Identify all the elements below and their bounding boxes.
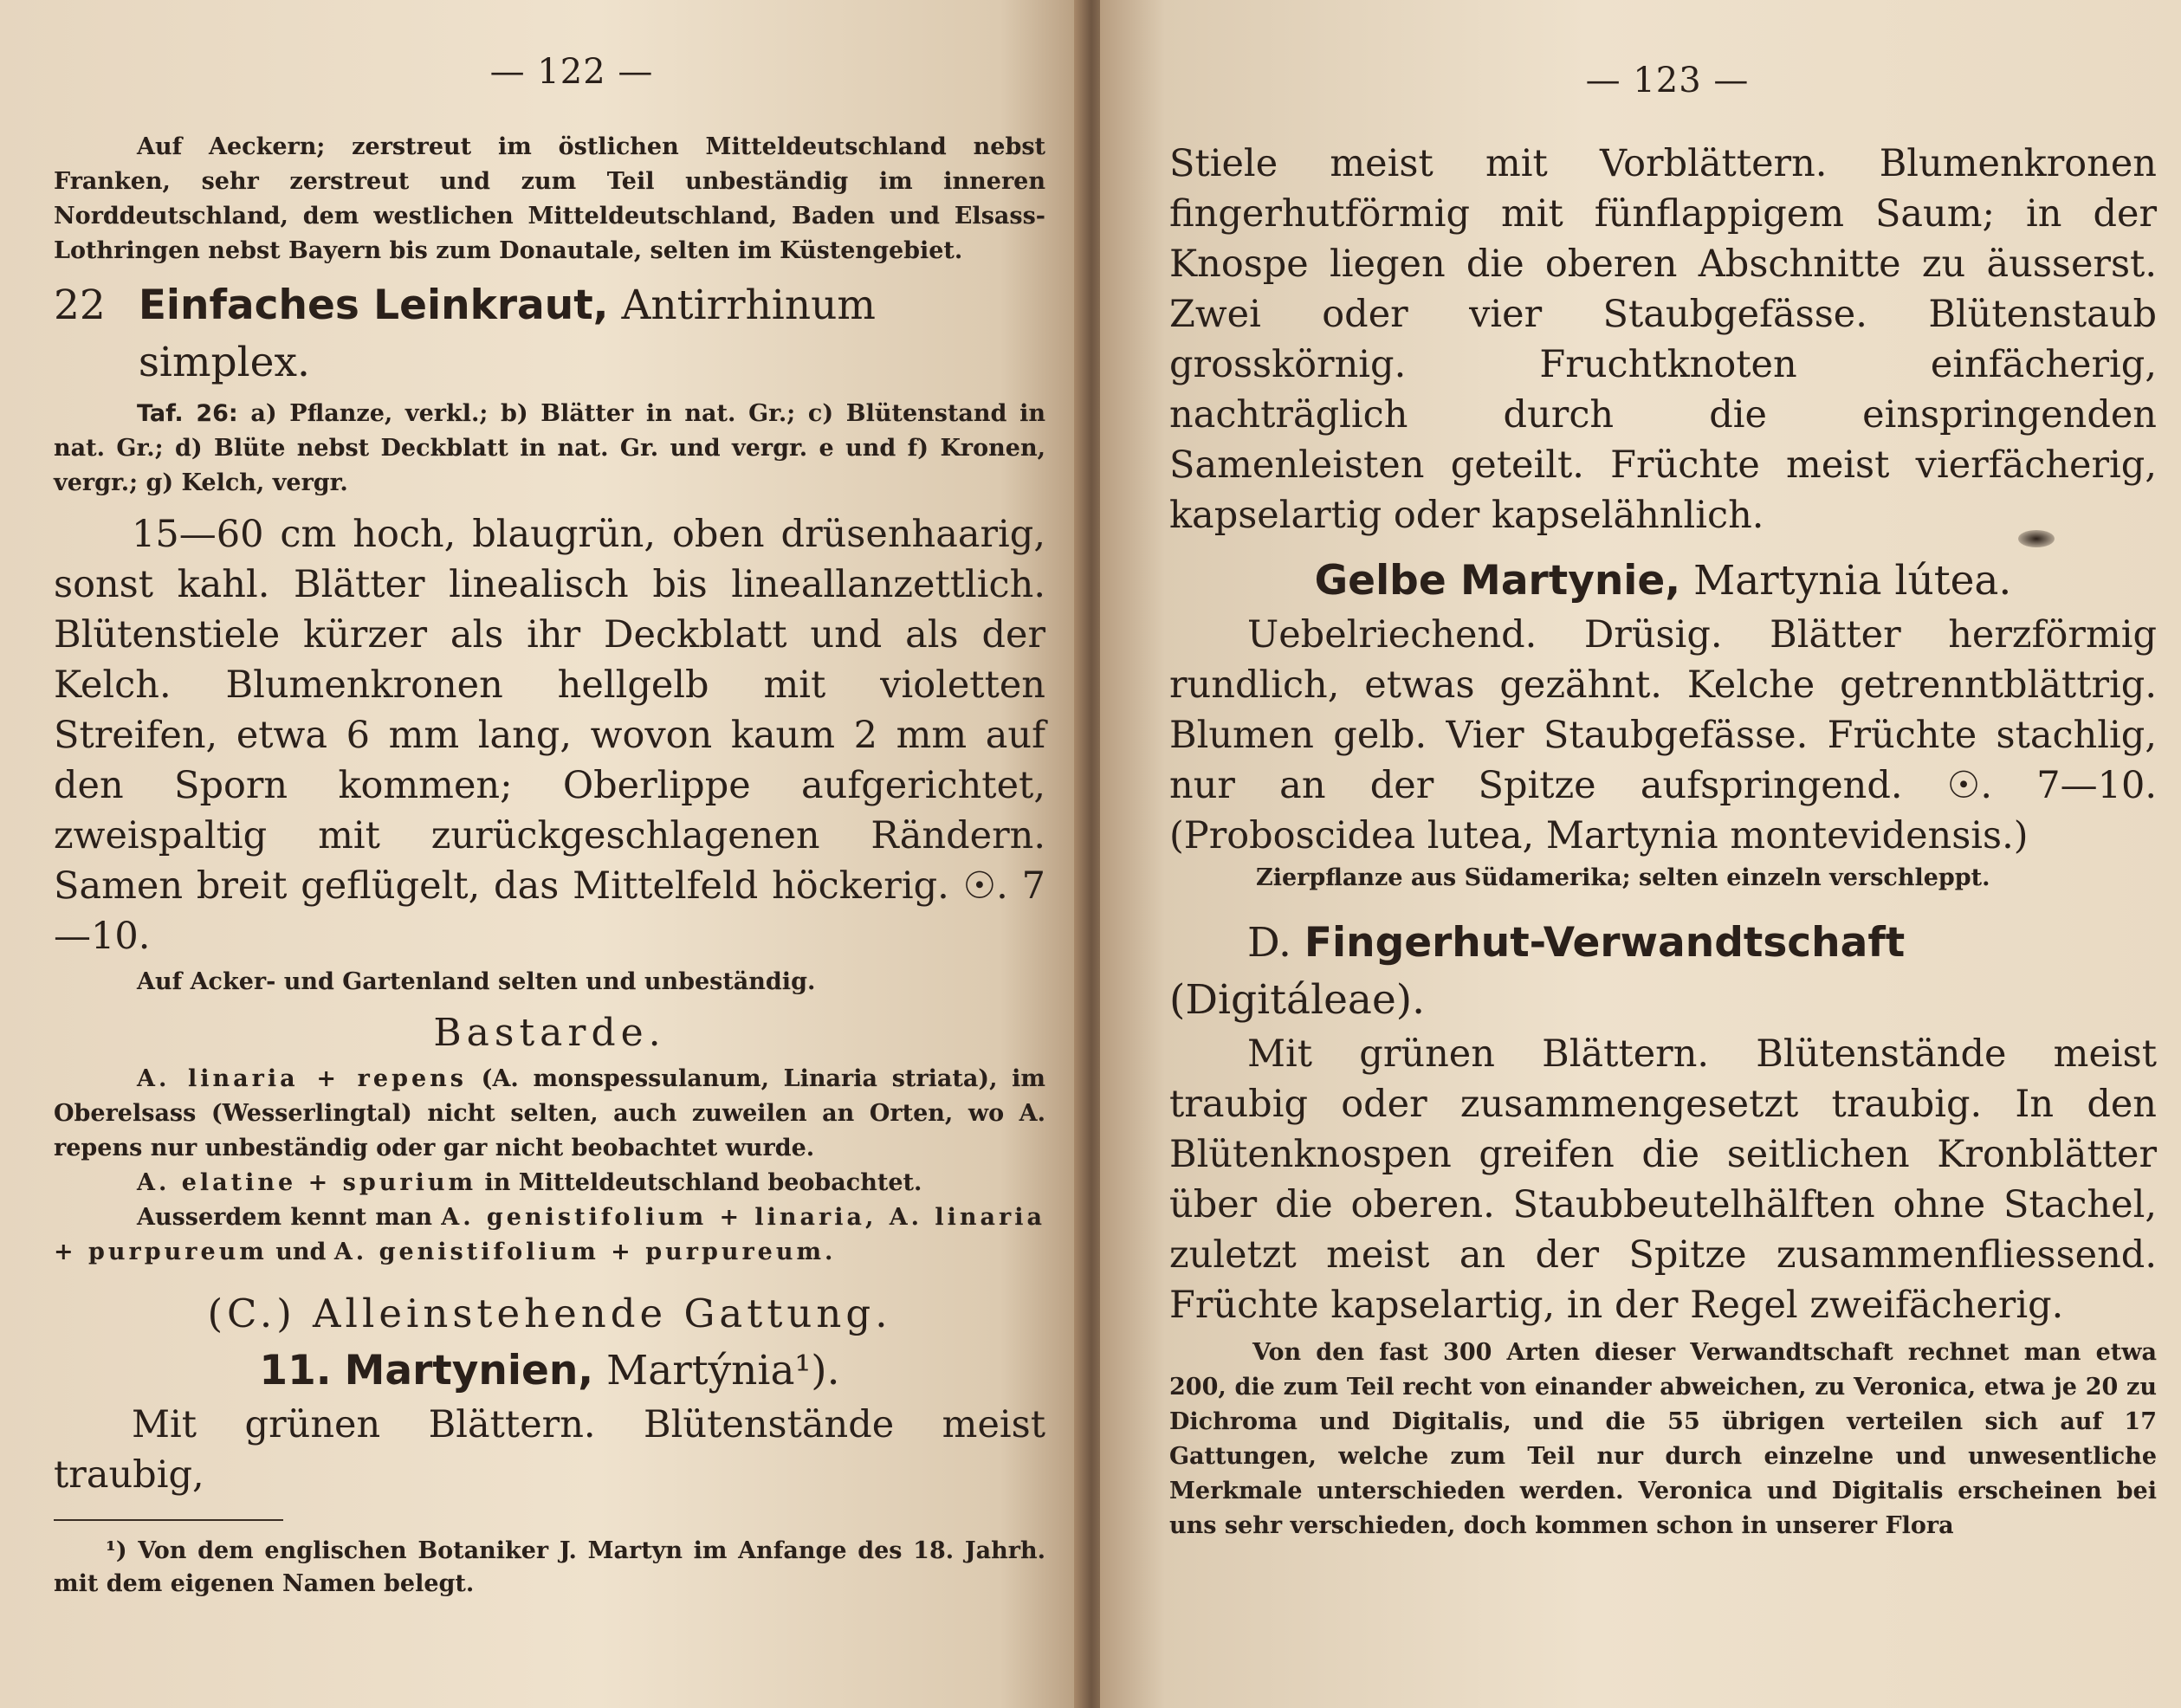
continuation-text: Stiele meist mit Vorblättern. Blumenkronen fingerhutförmig mit fünflappigem Saum; in der Knospe liegen die oberen Abschnitte zu äusserst. Zwei oder vier Staubgefässe. Blütenstaub grosskörnig. Fruchtknoten einfächerig, nachträglich durch die einspringenden Samenleisten geteilt. Früchte meist vierfächerig, kapselartig oder kapselähnlich. <box>1169 142 2157 537</box>
section-description: Mit grünen Blättern. Blütenstände meist traubig oder zusammengesetzt traubig. In den Blütenknospen greifen die seitlichen Kronblätter über die oberen. Staubbeutelhälften ohne Stachel, zuletzt meist an der Spitze zusammenfliessend. Früchte kapselartig, in der Regel zweifächerig. <box>1169 1032 2157 1327</box>
left-page <box>0 0 1087 1708</box>
section-heading <box>1169 915 2157 1029</box>
ink-smudge <box>2018 530 2055 547</box>
hybrid-1-names: A. linaria + repens <box>137 1065 467 1092</box>
genus-latin: Martýnia¹). <box>606 1347 840 1394</box>
genus-description: Mit grünen Blättern. Blütenstände meist traubig, <box>54 1403 1045 1497</box>
species-heading <box>54 277 1045 391</box>
species-description: 15—60 cm hoch, blaugrün, oben drüsenhaarig, sonst kahl. Blätter linealisch bis lineallanzettlich. Blütenstiele kürzer als ihr Deckblatt und als der Kelch. Blumenkronen hellgelb mit violetten Streifen, etwa 6 mm lang, wovon kaum 2 mm auf den Sporn kommen; Oberlippe aufgerichtet, zweispaltig mit zurückgeschlagenen Rändern. Samen breit geflügelt, das Mittelfeld höckerig. ☉. 7—10. <box>54 513 1045 958</box>
hybrid-2 <box>54 1166 1045 1200</box>
page-number: — 122 — <box>489 52 654 92</box>
species-latin-name: Antirrhinum simplex. <box>138 281 876 386</box>
species-note: Zierpflanze aus Südamerika; selten einzeln verschleppt. <box>1256 864 1990 891</box>
species-number: 22 <box>54 281 106 329</box>
habitat-paragraph: Auf Aeckern; zerstreut im östlichen Mitteldeutschland nebst Franken, sehr zerstreut und zum Teil unbeständig im inneren Norddeutschland, dem westlichen Mitteldeutschland, Baden und Elsass-Lothringen nebst Bayern bis zum Donautale, selten im Küstengebiet. <box>54 133 1045 264</box>
hybrid-1-text: (A. monspessulanum, Linaria striata), im Oberelsass (Wesserlingtal) nicht selten, auch zuweilen an Orten, wo A. repens nur unbeständig oder gar nicht beobachtet wurde. <box>54 1065 1046 1161</box>
species-common-name: Einfaches Leinkraut, <box>138 281 609 329</box>
footnote-rule <box>54 1519 283 1521</box>
plate-caption <box>54 397 1045 501</box>
right-page <box>1100 0 2181 1708</box>
hybrid-1 <box>54 1062 1045 1166</box>
right-text-column <box>1169 139 2157 1543</box>
section-letter: D. <box>1247 919 1291 967</box>
genus-number: 11. <box>259 1347 332 1394</box>
species-description: Uebelriechend. Drüsig. Blätter herzförmig rundlich, etwas gezähnt. Kelche getrenntblättrig. Blumen gelb. Vier Staubgefässe. Früchte stachlig, nur an der Spitze aufspringend. ☉. 7—10. (Proboscidea lutea, Martynia montevidensis.) <box>1169 613 2157 857</box>
habitat-note: Auf Acker- und Gartenland selten und unbeständig. <box>137 968 816 995</box>
hybrids-heading: Bastarde. <box>433 1011 666 1055</box>
hybrid-2-names: A. elatine + spurium <box>137 1169 477 1196</box>
species-latin-name: Martynia lútea. <box>1693 557 2012 605</box>
hybrid-3-lead: Ausserdem kennt man <box>137 1204 432 1231</box>
hybrid-3-names-a: A. genistifolium + linaria, A. linaria + purpureum <box>54 1204 1045 1265</box>
species-common-name: Gelbe Martynie, <box>1314 557 1681 605</box>
plate-label: Taf. 26: <box>137 400 238 427</box>
section-heading: (C.) Alleinstehende Gattung. <box>207 1291 892 1336</box>
hybrid-3-und: und <box>275 1239 327 1265</box>
section-name: Fingerhut-Verwandtschaft <box>1304 919 1906 967</box>
section-latin: (Digitáleae). <box>1169 976 1426 1024</box>
footnote: ¹) Von dem englischen Botaniker J. Martyn im Anfange des 18. Jahrh. mit dem eigenen Namen belegt. <box>54 1537 1045 1597</box>
section-note: Von den fast 300 Arten dieser Verwandtschaft rechnet man etwa 200, die zum Teil recht von einander abweichen, zu Veronica, etwa je 20 zu Dichroma und Digitalis, und die 55 übrigen verteilen sich auf 17 Gattungen, welche zum Teil nur durch einzelne und unwesentliche Merkmale unterschieden werden. Veronica und Digitalis erscheinen bei uns sehr verschieden, doch kommen schon in unserer Flora <box>1169 1339 2157 1539</box>
genus-heading <box>54 1342 1045 1400</box>
species-heading <box>1169 553 2157 610</box>
genus-name: Martynien, <box>344 1347 594 1394</box>
left-text-column <box>54 130 1045 1601</box>
hybrid-2-text: in Mitteldeutschland beobachtet. <box>484 1169 922 1196</box>
page-number: — 123 — <box>1585 61 1750 100</box>
hybrid-3 <box>54 1200 1045 1270</box>
hybrid-3-names-b: A. genistifolium + purpureum. <box>333 1239 837 1265</box>
plate-text: a) Pflanze, verkl.; b) Blätter in nat. Gr.; c) Blütenstand in nat. Gr.; d) Blüte nebst Deckblatt in nat. Gr. und vergr. e und f) Kronen, vergr.; g) Kelch, vergr. <box>54 400 1045 496</box>
